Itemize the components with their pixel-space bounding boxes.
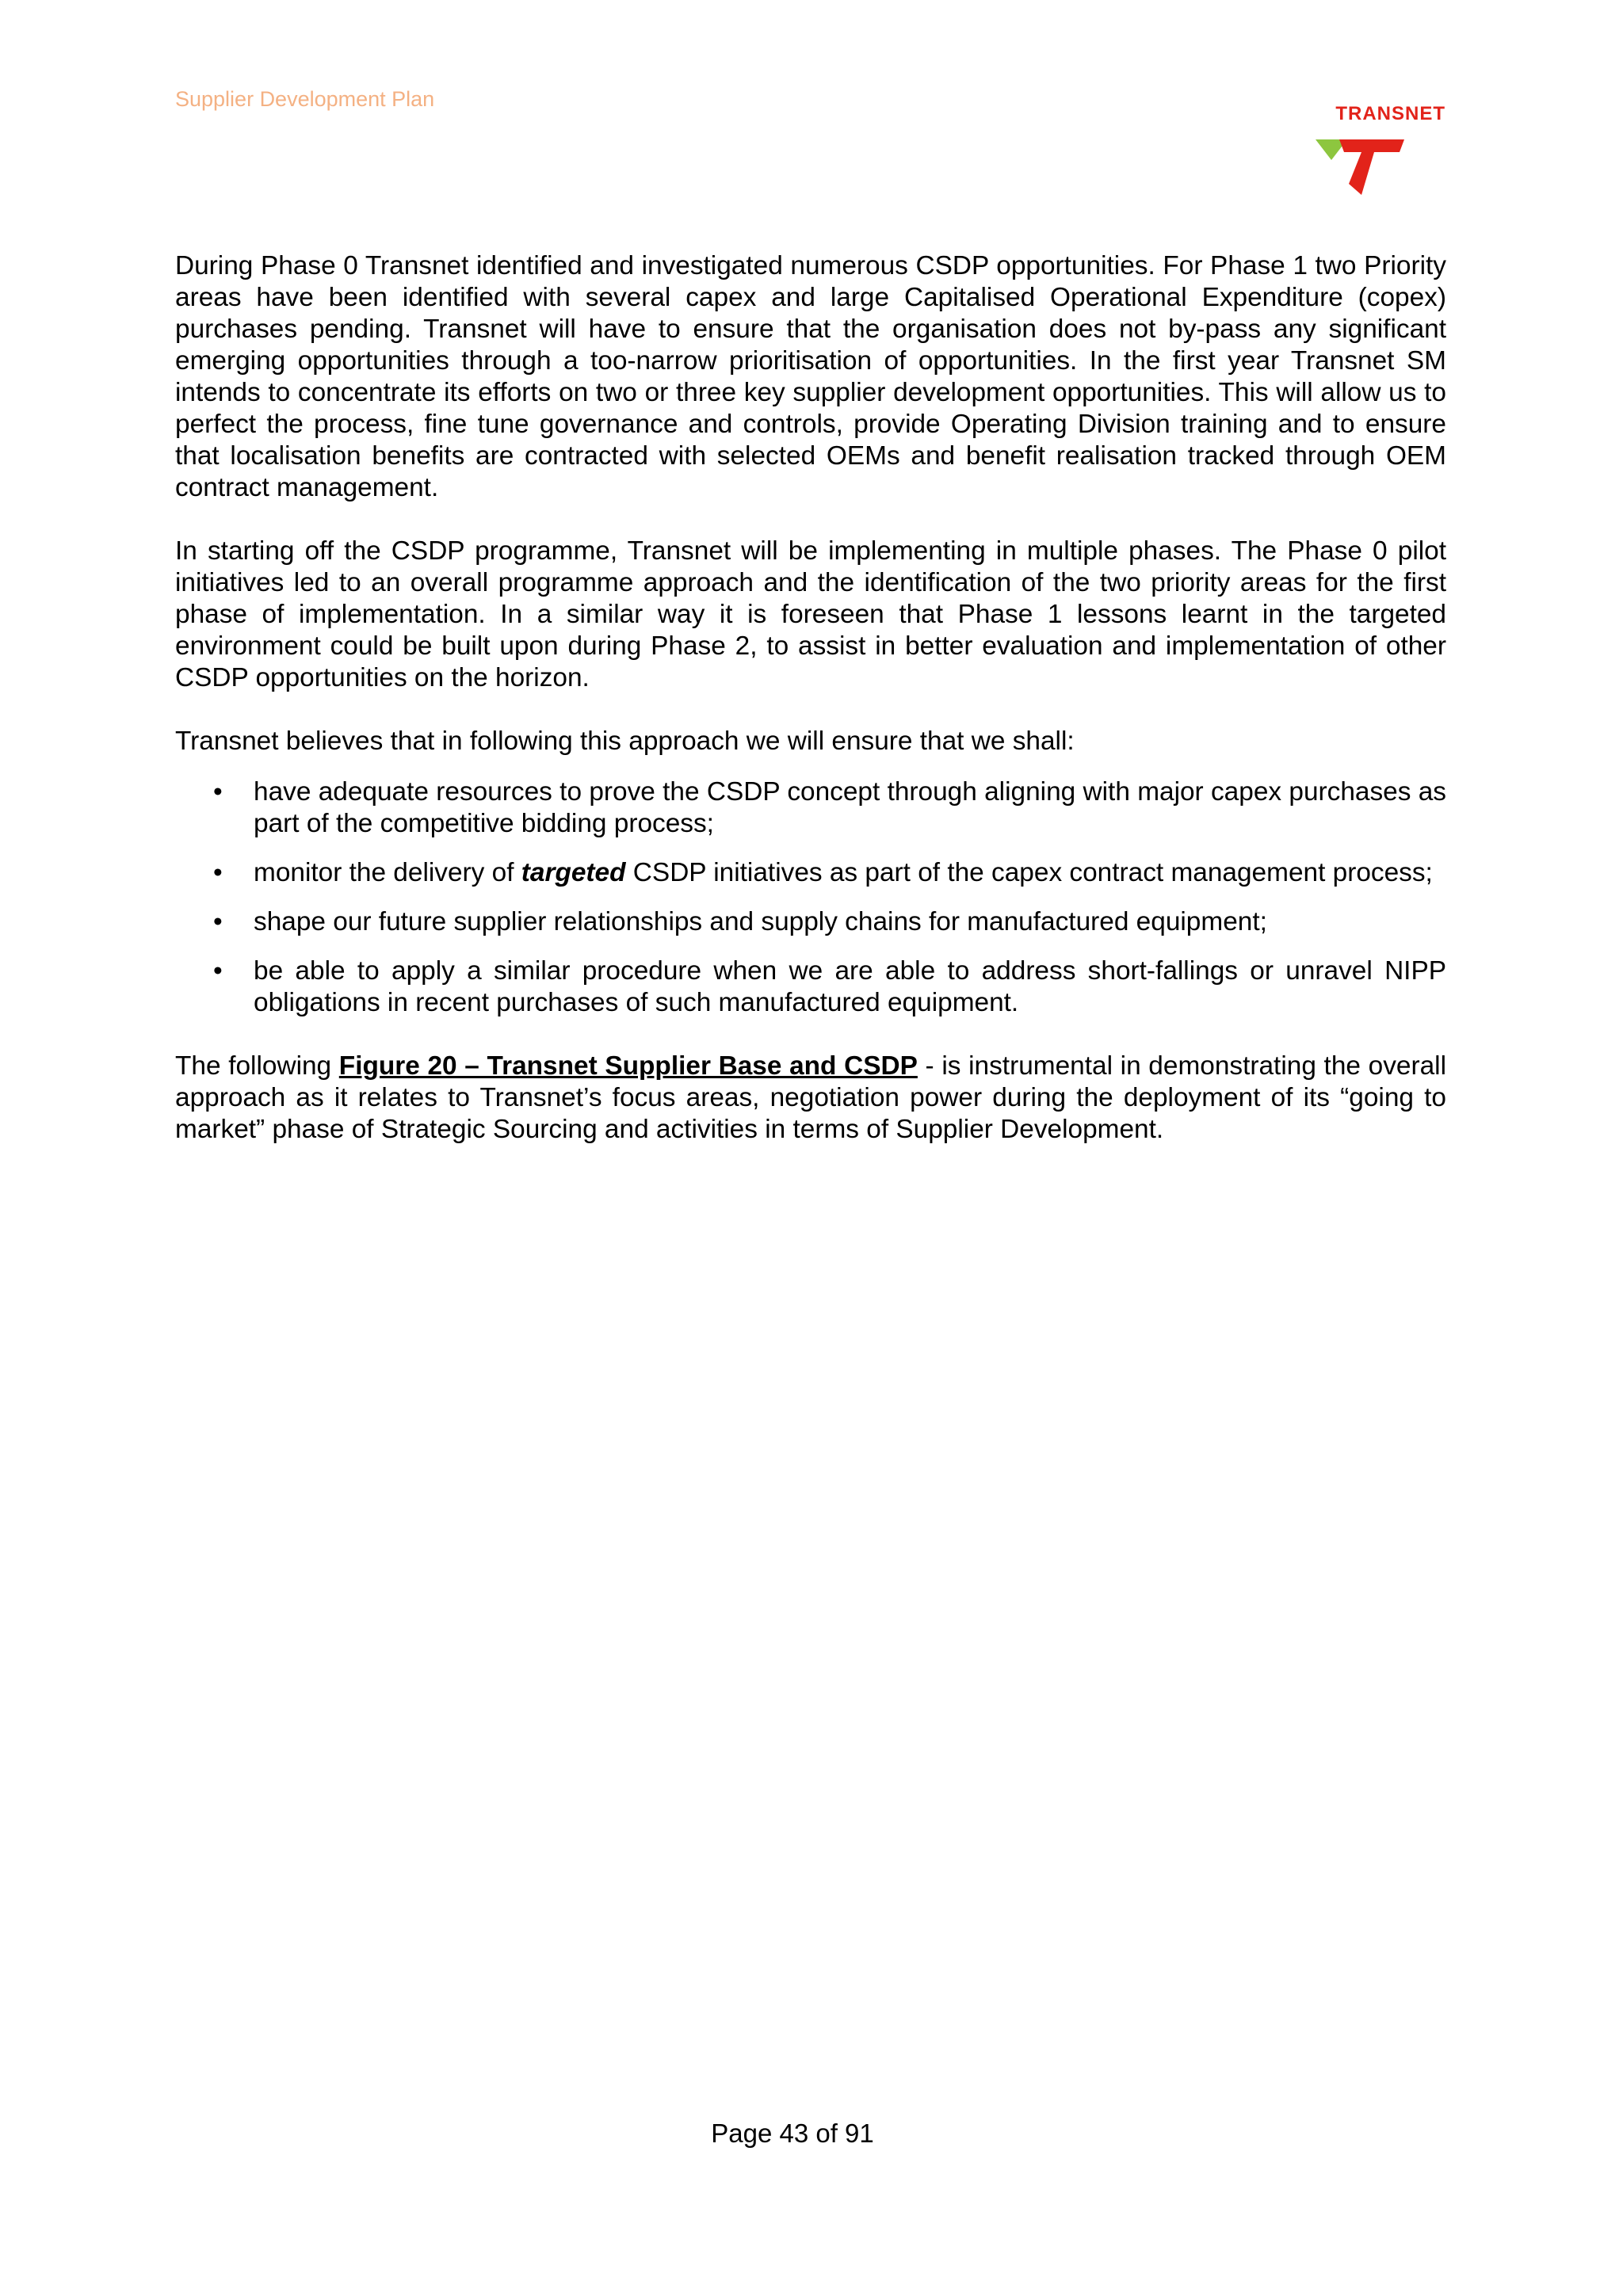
logo-mark-icon <box>1309 138 1404 201</box>
bullet-icon: • <box>213 907 223 936</box>
document-header-title: Supplier Development Plan <box>175 87 435 111</box>
list-item-emphasis: targeted <box>521 858 626 887</box>
bullet-icon: • <box>213 858 223 887</box>
list-item <box>175 906 1446 938</box>
page-number: Page 43 of 91 <box>711 2119 874 2148</box>
list-item-text: shape our future supplier relationships and supply chains for manufactured equipment; <box>254 907 1267 936</box>
list-item-text-before: monitor the delivery of <box>254 858 521 887</box>
list-item-text-after: CSDP initiatives as part of the capex contract management process; <box>625 858 1433 887</box>
paragraph-text-after: - is instrumental in demonstrating the overall approach as it relates to Transnet’s focus areas, negotiation power during the deployment of its “going to market” phase of Strategic Sourcing and activities in terms of Supplier Development. <box>175 1051 1446 1144</box>
bullet-icon: • <box>213 777 223 807</box>
paragraph-csdp-phases: In starting off the CSDP programme, Transnet will be implementing in multiple phases. The Phase 0 pilot initiatives led to an overall programme approach and the identification of the two priority areas for the first phase of implementation. In a similar way it is foreseen that Phase 1 lessons learnt in the targeted environment could be built upon during Phase 2, to assist in better evaluation and implementation of other CSDP opportunities on the horizon. <box>175 536 1446 692</box>
paragraph-figure-reference <box>175 1051 1446 1146</box>
list-item <box>175 857 1446 889</box>
bullet-icon: • <box>213 956 223 986</box>
list-item-text: be able to apply a similar procedure when we are able to address short-fallings or unravel NIPP obligations in recent purchases of such manufactured equipment. <box>254 956 1446 1017</box>
paragraph-approach-intro: Transnet believes that in following this approach we will ensure that we shall: <box>175 727 1075 756</box>
transnet-logo <box>1309 103 1445 201</box>
logo-wordmark: TRANSNET <box>1335 103 1445 124</box>
list-item <box>175 955 1446 1019</box>
paragraph-text-before: The following <box>175 1051 339 1081</box>
approach-bullet-list <box>175 776 1446 1019</box>
list-item-text: have adequate resources to prove the CSDP concept through aligning with major capex purchases as part of the competitive bidding process; <box>254 777 1446 838</box>
document-body <box>175 250 1446 1177</box>
paragraph-phase-0: During Phase 0 Transnet identified and investigated numerous CSDP opportunities. For Phase 1 two Priority areas have been identified with several capex and large Capitalised Operational Expenditure (copex) purchases pending. Transnet will have to ensure that the organisation does not by-pass any significant emerging opportunities through a too-narrow prioritisation of opportunities. In the first year Transnet SM intends to concentrate its efforts on two or three key supplier development opportunities. This will allow us to perfect the process, fine tune governance and controls, provide Operating Division training and to ensure that localisation benefits are contracted with selected OEMs and benefit realisation tracked through OEM contract management. <box>175 251 1446 502</box>
figure-20-link[interactable]: Figure 20 – Transnet Supplier Base and CSDP <box>338 1051 918 1081</box>
logo-red-t-shape <box>1339 139 1404 195</box>
list-item <box>175 776 1446 840</box>
